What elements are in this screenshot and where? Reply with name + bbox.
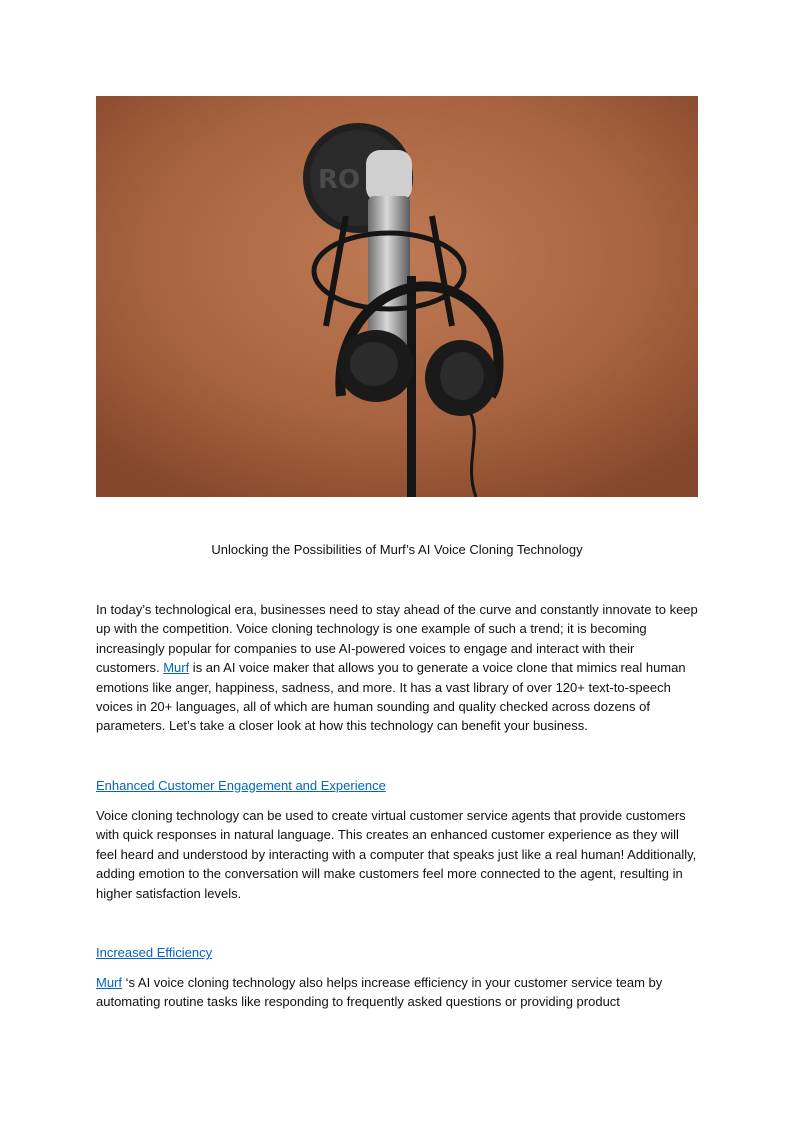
pop-filter-logo: RO bbox=[318, 165, 361, 195]
section-heading-efficiency-link[interactable]: Increased Efficiency bbox=[96, 945, 213, 960]
murf-link-2[interactable]: Murf bbox=[96, 975, 122, 990]
intro-text-before: In today’s technological era, businesses need to stay ahead of the curve and constantly innovate to keep up with the competition. Voice cloning technology is one example of such a trend; it is becoming increasingly popular for companies to use AI-powered voices to engage and interact with their customers. bbox=[96, 602, 698, 676]
microphone-grille bbox=[366, 150, 412, 202]
efficiency-paragraph bbox=[96, 973, 698, 1012]
article-title: Unlocking the Possibilities of Murf’s AI Voice Cloning Technology bbox=[211, 542, 583, 557]
hero-photo bbox=[96, 96, 698, 497]
section-heading-engagement-link[interactable]: Enhanced Customer Engagement and Experience bbox=[96, 778, 386, 793]
efficiency-text: ‘s AI voice cloning technology also helps increase efficiency in your customer service team by automating routine tasks like responding to frequently asked questions or providing product bbox=[96, 975, 663, 1010]
engagement-paragraph: Voice cloning technology can be used to create virtual customer service agents that provide customers with quick responses in natural language. This creates an enhanced customer experience as they will feel heard and understood by interacting with a computer that speaks just like a real human! Additionally, adding emotion to the conversation will make customers feel more connected to the agent, resulting in higher satisfaction levels. bbox=[96, 808, 697, 901]
intro-paragraph bbox=[96, 600, 698, 736]
intro-text-after: is an AI voice maker that allows you to generate a voice clone that mimics real human emotions like anger, happiness, sadness, and more. It has a vast library of over 120+ text-to-speech voices in 20+ languages, all of which are human sounding and quality checked across dozens of parameters. Let’s take a closer look at how this technology can benefit your business. bbox=[96, 660, 686, 734]
mic-stand bbox=[407, 276, 416, 497]
microphone-body bbox=[368, 196, 410, 346]
murf-link[interactable]: Murf bbox=[163, 660, 190, 676]
microphone-headphones-illustration bbox=[96, 96, 698, 497]
